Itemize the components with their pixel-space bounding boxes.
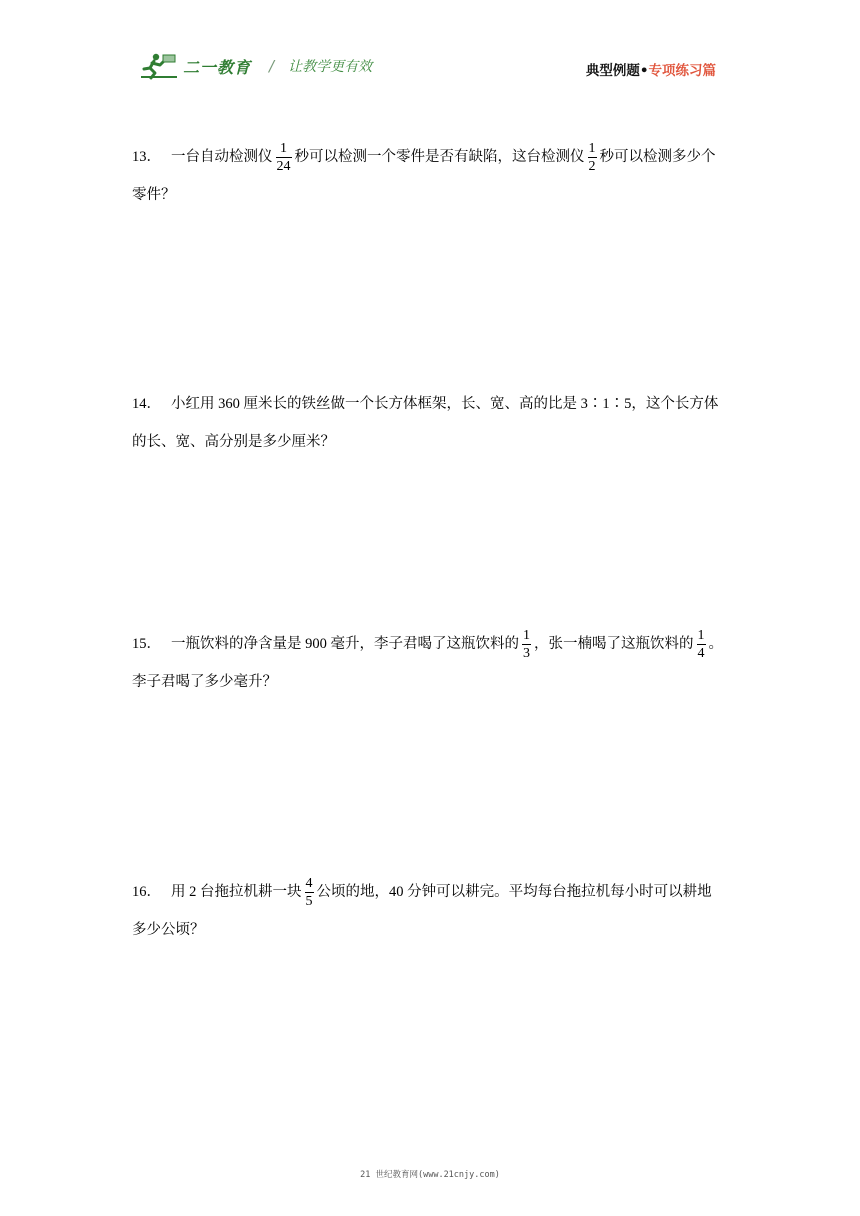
problem-number: 15．	[132, 636, 161, 652]
problem-text: 。	[708, 636, 723, 652]
fraction-denominator: 4	[697, 645, 705, 661]
problem-text: 用 2 台拖拉机耕一块	[171, 884, 302, 900]
problem-number: 14．	[132, 396, 161, 412]
fraction-bar	[697, 644, 706, 645]
problem-14	[132, 392, 732, 454]
problem-text: 多少公顷？	[132, 922, 205, 938]
fraction-denominator: 2	[588, 158, 596, 174]
fraction-bar	[276, 157, 292, 158]
section-title-accent: 专项练习篇	[648, 63, 716, 79]
problem-line	[132, 392, 732, 416]
fraction-bar	[305, 892, 314, 893]
fraction-denominator: 24	[276, 158, 291, 174]
problem-text: 公顷的地，40 分钟可以耕完。平均每台拖拉机每小时可以耕地	[316, 884, 712, 900]
section-title	[586, 59, 716, 79]
problem-line	[132, 627, 732, 661]
fraction-bar	[522, 644, 531, 645]
brand-tagline: 让教学更有效	[288, 59, 373, 75]
problem-text: 一瓶饮料的净含量是 900 毫升，李子君喝了这瓶饮料的	[171, 636, 519, 652]
problem-text: 秒可以检测多少个	[599, 149, 716, 165]
problem-text: ，张一楠喝了这瓶饮料的	[534, 636, 694, 652]
page-footer: 21 世纪教育网(www.21cnjy.com)	[360, 1170, 500, 1180]
fraction-numerator: 4	[305, 875, 313, 891]
problem-line	[132, 918, 732, 942]
fraction-numerator: 1	[523, 627, 530, 643]
fraction	[588, 141, 597, 174]
brand-name: 二一教育	[183, 57, 252, 77]
problem-line	[132, 670, 732, 694]
fraction-denominator: 3	[523, 645, 530, 661]
header-separator: /	[269, 57, 275, 75]
problem-15	[132, 627, 732, 694]
problem-number: 13．	[132, 149, 161, 165]
problem-text: 一台自动检测仪	[171, 149, 273, 165]
problem-text: 李子君喝了多少毫升？	[132, 674, 277, 690]
problem-text: 的长、宽、高分别是多少厘米？	[132, 434, 335, 450]
problem-number: 16．	[132, 884, 161, 900]
fraction	[697, 628, 706, 661]
fraction-numerator: 1	[588, 140, 596, 156]
section-title-main: 典型例题•	[585, 63, 649, 79]
fraction	[522, 628, 531, 661]
fraction-numerator: 1	[280, 140, 287, 156]
running-man-logo-icon	[137, 51, 181, 81]
problem-13	[132, 140, 732, 207]
problem-line	[132, 140, 732, 174]
problem-line	[132, 875, 732, 909]
fraction-bar	[588, 157, 597, 158]
fraction	[305, 876, 314, 909]
fraction-denominator: 5	[305, 893, 313, 909]
logo	[137, 50, 372, 82]
fraction-numerator: 1	[697, 627, 705, 643]
problem-text: 小红用 360 厘米长的铁丝做一个长方体框架，长、宽、高的比是 3∶1∶5，这个长方体	[171, 396, 719, 412]
problem-text: 秒可以检测一个零件是否有缺陷，这台检测仪	[294, 149, 585, 165]
problem-16	[132, 875, 732, 942]
problem-text: 零件？	[132, 187, 176, 203]
problem-line	[132, 430, 732, 454]
problem-line	[132, 183, 732, 207]
page-header	[0, 0, 860, 100]
fraction	[276, 141, 292, 174]
